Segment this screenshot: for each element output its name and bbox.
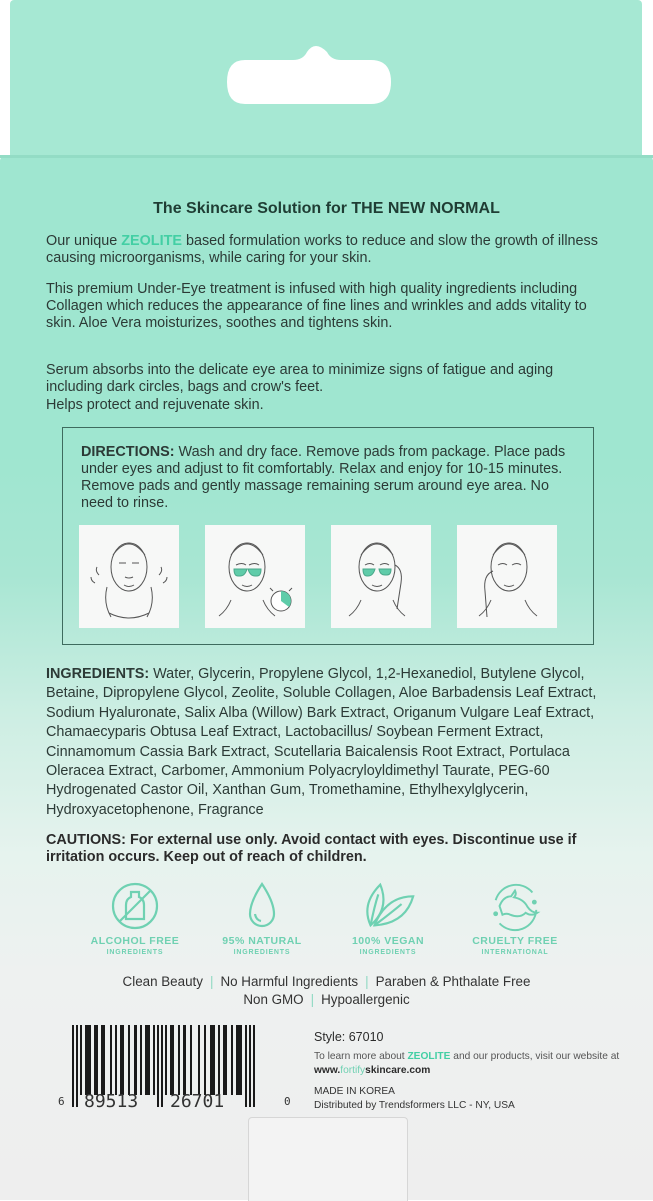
serum-paragraph: Serum absorbs into the delicate eye area to minimize signs of fatigue and aging including dark circles, bags and crow's feet.: [46, 362, 554, 395]
panel-fold-edge: [0, 155, 653, 158]
wash-face-icon: [79, 525, 179, 628]
badge-vegan: [333, 880, 443, 956]
badge-natural: [207, 880, 317, 956]
upc-barcode: [58, 1025, 291, 1112]
zeolite-highlight: ZEOLITE: [407, 1051, 451, 1062]
directions-body: Wash and dry face. Remove pads from package. Place pads under eyes and adjust to fit comfortably. Relax and enjoy for 10-15 minutes. Remove pads and gently massage remaining serum around eye area. No need to rinse.: [81, 444, 566, 511]
step-4-massage: [457, 525, 557, 628]
claims-row-2: [0, 992, 653, 1007]
badge-sub: INTERNATIONAL: [481, 949, 549, 956]
eye-pads-timer-icon: [205, 525, 305, 628]
badge-main: ALCOHOL FREE: [90, 935, 180, 947]
claim-non-gmo: Non GMO: [243, 992, 304, 1007]
website-link[interactable]: [314, 1065, 430, 1076]
intro-suffix: based formulation works to reduce and slow the growth of illness causing microorganisms, while caring for your skin.: [46, 233, 598, 266]
claims-row-1: [0, 974, 653, 989]
cautions-text: CAUTIONS: For external use only. Avoid contact with eyes. Discontinue use if irritation occurs. Keep out of reach of children.: [46, 832, 577, 865]
claim-paraben-free: Paraben & Phthalate Free: [375, 974, 531, 989]
intro-prefix: Our unique: [46, 233, 122, 249]
massage-serum-icon: [457, 525, 557, 628]
ingredients-list: [46, 665, 612, 820]
leaves-icon: [357, 880, 419, 932]
step-2-apply-pads: [205, 525, 305, 628]
badge-sub: INGREDIENTS: [233, 949, 291, 956]
step-3-remove-pads: [331, 525, 431, 628]
badge-main: 100% VEGAN: [351, 935, 425, 947]
directions-text: [81, 444, 581, 512]
learn-prefix: To learn more about: [314, 1051, 408, 1062]
distributor: Distributed by Trendsformers LLC - NY, USA: [314, 1100, 515, 1111]
remove-pads-icon: [331, 525, 431, 628]
ingredients-label: INGREDIENTS:: [46, 666, 150, 682]
learn-more-text: [314, 1050, 644, 1078]
url-rest: skincare.com: [365, 1065, 431, 1076]
style-number: Style: 67010: [314, 1030, 384, 1044]
badge-sub: INGREDIENTS: [106, 949, 164, 956]
protect-paragraph: Helps protect and rejuvenate skin.: [46, 397, 264, 413]
claim-clean-beauty: Clean Beauty: [122, 974, 203, 989]
claim-no-harmful: No Harmful Ingredients: [220, 974, 359, 989]
badge-alcohol-free: [80, 880, 190, 956]
ingredients-body: Water, Glycerin, Propylene Glycol, 1,2-Hexanediol, Butylene Glycol, Betaine, Dipropylene Glycol, Zeolite, Soluble Collagen, Aloe Barbadensis Leaf Extract, Sodium Hyaluronate, Salix Alba (Willow) Bark Extract, Origanum Vulgare Leaf Extract, Chamaecyparis Obtusa Leaf Extract, Lactobacillus/ Soybean Ferment Extract, Cinnamomum Cassia Bark Extract, Scutellaria Baicalensis Root Extract, Portulaca Oleracea Extract, Carbomer, Ammonium Polyacryloyldimethyl Taurate, PEG-60 Hydrogenated Castor Oil, Xanthan Gum, Tromethamine, Ethylhexylglycerin, Hydroxyacetophenone, Fragrance: [46, 666, 597, 818]
description-paragraph: This premium Under-Eye treatment is infused with high quality ingredients including Collagen which reduces the appearance of fine lines and wrinkles and adds vitality to skin. Aloe Vera moisturizes, soothes and tightens skin.: [46, 281, 587, 331]
zeolite-highlight: ZEOLITE: [121, 233, 182, 249]
badge-cruelty-free: [460, 880, 570, 956]
made-in: MADE IN KOREA: [314, 1086, 395, 1097]
directions-label: DIRECTIONS:: [81, 444, 175, 460]
headline: The Skincare Solution for THE NEW NORMAL: [153, 200, 500, 217]
badge-main: CRUELTY FREE: [472, 935, 558, 947]
water-drop-icon: [236, 880, 288, 932]
no-alcohol-icon: [109, 880, 161, 932]
barcode-check-digit: 0: [284, 1095, 291, 1108]
claim-hypoallergenic: Hypoallergenic: [321, 992, 410, 1007]
separator: |: [365, 974, 369, 989]
leaping-bunny-icon: [486, 880, 544, 932]
intro-paragraph: [46, 233, 606, 267]
url-www: www.: [314, 1065, 341, 1076]
hang-hole: [225, 42, 393, 108]
barcode-left-group: 89513: [84, 1091, 139, 1112]
badge-main: 95% NATURAL: [222, 935, 302, 947]
bottom-closure-tab: [248, 1117, 408, 1201]
barcode-right-group: 26701: [170, 1091, 225, 1112]
hang-tab-flap: [10, 0, 642, 160]
separator: |: [209, 974, 214, 989]
step-1-wash-face: [79, 525, 179, 628]
separator: |: [310, 992, 315, 1007]
barcode-lead-digit: 6: [58, 1095, 65, 1108]
origin-info: [314, 1085, 515, 1113]
badge-sub: INGREDIENTS: [359, 949, 417, 956]
directions-box: [62, 427, 594, 645]
learn-middle: and our products, visit our website at: [450, 1051, 620, 1062]
url-brand: fortify: [340, 1065, 366, 1076]
